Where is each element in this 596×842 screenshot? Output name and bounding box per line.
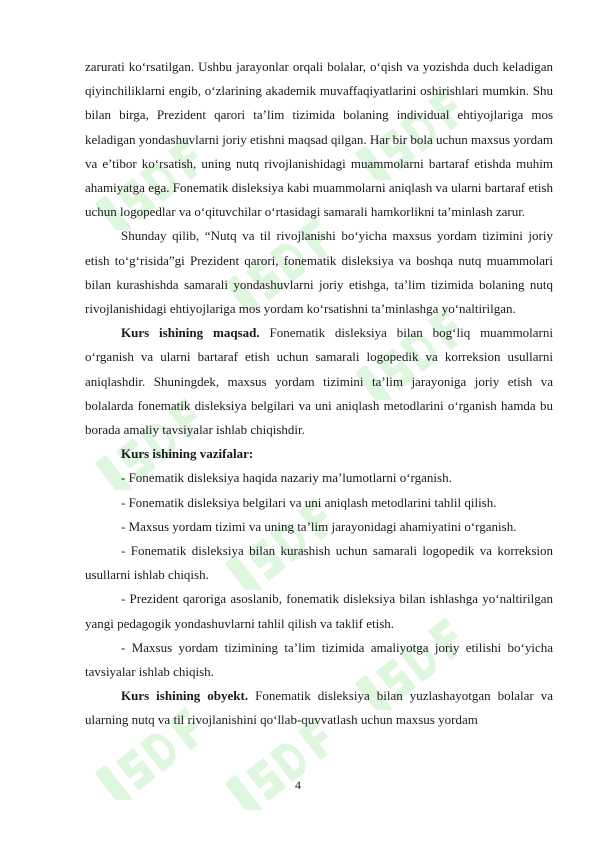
task-item: - Maxsus yordam tizimining ta’lim tizimida amaliyotga joriy etilishi bo‘yicha tavsiyalar ishlab chiqish. bbox=[85, 639, 553, 680]
task-item: - Prezident qaroriga asoslanib, fonematik disleksiya bilan ishlashga yo‘naltirilgan yangi pedagogik yondashuvlarni tahlil qilish va taklif etish. bbox=[85, 591, 553, 631]
paragraph-continuation: zarurati ko‘rsatilgan. Ushbu jarayonlar orqali bolalar, o‘qish va yozishda duch keladigan qiyinchiliklarni engib, o‘zlarining akademik muvaffaqiyatlarini oshirishlari mumkin. Shu bilan birga, Prezident qarori ta’lim tizimida bolaning individual ehtiyojlariga mos keladigan yondashuvlarni joriy etishni maqsad qilgan. Har bir bola uchun maxsus yordam va e’tibor ko‘rsatish, uning nutq rivojlanishidagi muammolarni bartaraf etishda muhim ahamiyatga ega. Fonematik disleksiya kabi muammolarni aniqlash va ularni bartaraf etish uchun logopedlar va o‘qituvchilar o‘rtasidagi samarali hamkorlikni ta’minlash zarur. bbox=[85, 59, 553, 220]
paragraph-summary: Shunday qilib, “Nutq va til rivojlanishi bo‘yicha maxsus yordam tizimini joriy etish to‘g‘risida”gi Prezident qarori, fonematik disleksiya va boshqa nutq muammolari bilan kurashishda samarali yondashuvlarni joriy etishga, ta’lim tizimida bolaning nutq rivojlanishidagi ehtiyojlariga mos yordam ko‘rsatishni ta’minlashga yo‘naltirilgan. bbox=[85, 228, 553, 317]
task-item: - Fonematik disleksiya belgilari va uni aniqlash metodlarini tahlil qilish. bbox=[121, 494, 497, 510]
task-item: - Fonematik disleksiya haqida nazariy ma’lumotlarni o‘rganish. bbox=[121, 470, 452, 486]
paragraph-goal bbox=[85, 321, 553, 442]
object-heading: Kurs ishining obyekt. bbox=[121, 688, 249, 704]
goal-heading: Kurs ishining maqsad. bbox=[121, 325, 260, 341]
page-number: 4 bbox=[295, 778, 301, 792]
paragraph-object bbox=[85, 684, 553, 732]
object-text: Fonematik disleksiya bilan yuzlashayotgan bolalar va ularning nutq va til rivojlanishini qo‘llab-quvvatlash uchun maxsus yordam bbox=[85, 688, 553, 728]
task-item: - Fonematik disleksiya bilan kurashish uchun samarali logopedik va korreksion usullarni ishlab chiqish. bbox=[85, 543, 553, 583]
task-item: - Maxsus yordam tizimi va uning ta’lim jarayonidagi ahamiyatini o‘rganish. bbox=[121, 518, 517, 534]
goal-text: Fonematik disleksiya bilan bog‘liq muammolarni o‘rganish va ularni bartaraf etish uchun samarali logopedik va korreksion usullarni aniqlashdir. Shuningdek, maxsus yordam tizimini ta’lim jarayoniga joriy etish va bolalarda fonematik disleksiya belgilari va uni aniqlash metodlarini o‘rganish hamda bu borada amaliy tavsiyalar ishlab chiqishdir. bbox=[85, 325, 553, 438]
tasks-heading: Kurs ishining vazifalar: bbox=[121, 446, 254, 462]
document-body bbox=[85, 55, 553, 733]
